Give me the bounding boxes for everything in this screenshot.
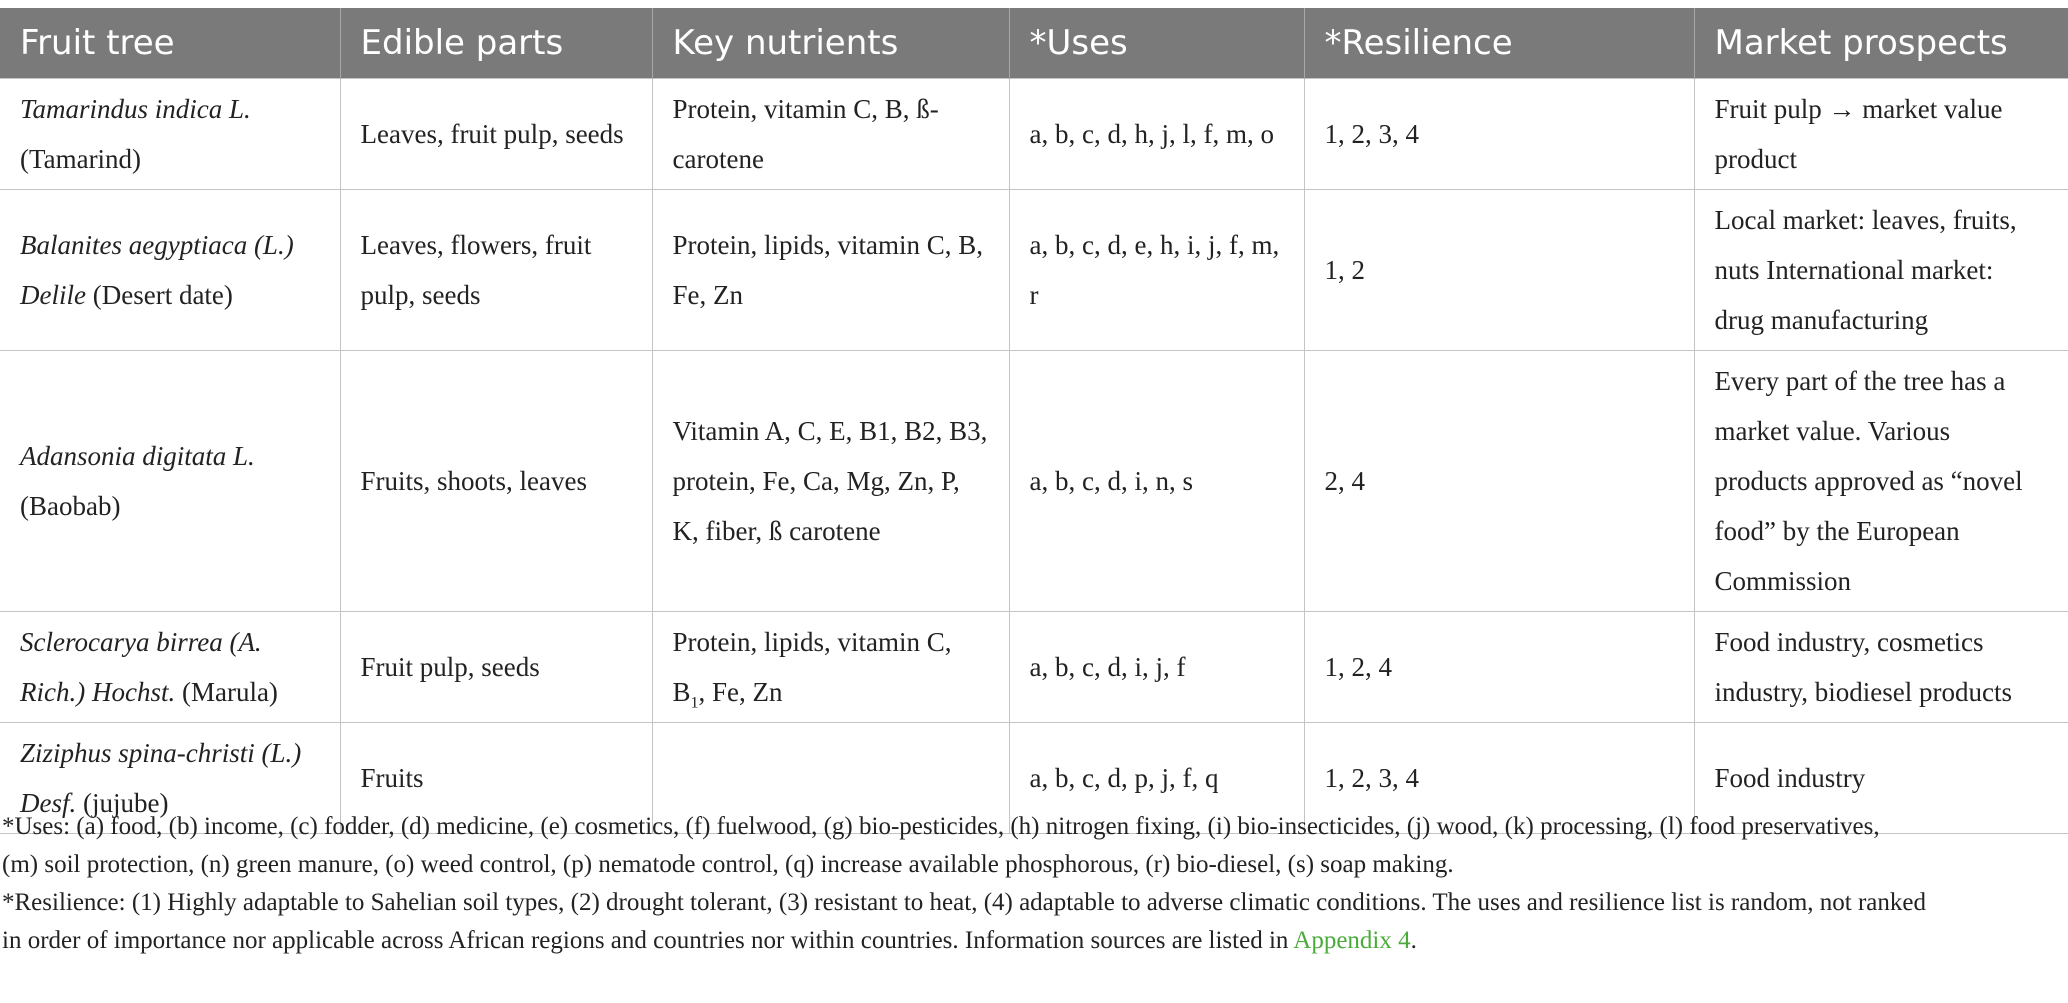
common-name: (Tamarind) bbox=[20, 143, 142, 174]
cell-key-nutrients: Protein, vitamin C, B, ß-carotene bbox=[652, 78, 1009, 189]
cell-fruit-tree bbox=[0, 189, 340, 350]
cell-market-prospects: Food industry bbox=[1694, 722, 2068, 833]
cell-uses: a, b, c, d, e, h, i, j, f, m, r bbox=[1009, 189, 1304, 350]
cell-resilience: 1, 2, 3, 4 bbox=[1304, 722, 1694, 833]
cell-key-nutrients: Protein, lipids, vitamin C, B, Fe, Zn bbox=[652, 189, 1009, 350]
header-fruit-tree: Fruit tree bbox=[0, 8, 340, 78]
footnote-period: . bbox=[1410, 927, 1417, 954]
cell-market-prospects: Every part of the tree has a market value. Various products approved as “novel food” by the European Commission bbox=[1694, 350, 2068, 611]
cell-edible-parts: Fruits, shoots, leaves bbox=[340, 350, 652, 611]
nutrients-text: Protein, lipids, vitamin C, B bbox=[672, 626, 952, 707]
species-name: Balanites aegyptiaca (L.) Delile bbox=[20, 229, 294, 310]
table-header-row bbox=[0, 8, 2068, 78]
common-name: (Baobab) bbox=[20, 490, 121, 521]
cell-fruit-tree bbox=[0, 350, 340, 611]
cell-resilience: 1, 2 bbox=[1304, 189, 1694, 350]
cell-resilience: 2, 4 bbox=[1304, 350, 1694, 611]
cell-edible-parts: Leaves, fruit pulp, seeds bbox=[340, 78, 652, 189]
cell-uses: a, b, c, d, i, j, f bbox=[1009, 611, 1304, 722]
species-name: Sclerocarya birrea (A. Rich.) Hochst. bbox=[20, 626, 262, 707]
table-row bbox=[0, 611, 2068, 722]
cell-fruit-tree bbox=[0, 78, 340, 189]
cell-resilience: 1, 2, 4 bbox=[1304, 611, 1694, 722]
species-name: Ziziphus spina-christi (L.) Desf. bbox=[20, 737, 302, 818]
nutrients-subscript: 1 bbox=[690, 693, 699, 711]
cell-key-nutrients bbox=[652, 611, 1009, 722]
header-edible-parts: Edible parts bbox=[340, 8, 652, 78]
common-name: (jujube) bbox=[83, 787, 169, 818]
table-footnotes bbox=[0, 808, 2068, 960]
common-name: (Desert date) bbox=[92, 279, 233, 310]
cell-edible-parts: Fruit pulp, seeds bbox=[340, 611, 652, 722]
appendix-link[interactable]: Appendix 4 bbox=[1293, 927, 1411, 954]
species-name: Tamarindus indica L. bbox=[20, 93, 251, 124]
header-resilience: *Resilience bbox=[1304, 8, 1694, 78]
footnote-text: in order of importance nor applicable across African regions and countries nor within countries. Information sources are listed in bbox=[2, 927, 1294, 954]
common-name: (Marula) bbox=[181, 676, 278, 707]
table-row bbox=[0, 350, 2068, 611]
cell-resilience: 1, 2, 3, 4 bbox=[1304, 78, 1694, 189]
fruit-tree-table bbox=[0, 8, 2068, 834]
footnote-uses-line-2: (m) soil protection, (n) green manure, (o) weed control, (p) nematode control, (q) increase available phosphorous, (r) bio-diesel, (s) soap making. bbox=[2, 851, 1454, 878]
cell-market-prospects: Local market: leaves, fruits, nuts International market: drug manufacturing bbox=[1694, 189, 2068, 350]
header-key-nutrients: Key nutrients bbox=[652, 8, 1009, 78]
table-row bbox=[0, 78, 2068, 189]
cell-edible-parts: Fruits bbox=[340, 722, 652, 833]
nutrients-text-rest: , Fe, Zn bbox=[698, 676, 783, 707]
table-row bbox=[0, 189, 2068, 350]
cell-uses: a, b, c, d, i, n, s bbox=[1009, 350, 1304, 611]
footnote-uses-line-1: *Uses: (a) food, (b) income, (c) fodder, (d) medicine, (e) cosmetics, (f) fuelwood, (g) bio-pesticides, (h) nitrogen fixing, (i) bio-insecticides, (j) wood, (k) processing, (l) food preservatives, bbox=[2, 813, 1880, 840]
cell-uses: a, b, c, d, p, j, f, q bbox=[1009, 722, 1304, 833]
species-name: Adansonia digitata L. bbox=[20, 440, 255, 471]
cell-market-prospects: Food industry, cosmetics industry, biodiesel products bbox=[1694, 611, 2068, 722]
cell-key-nutrients: Vitamin A, C, E, B1, B2, B3, protein, Fe, Ca, Mg, Zn, P, K, fiber, ß carotene bbox=[652, 350, 1009, 611]
header-market-prospects: Market prospects bbox=[1694, 8, 2068, 78]
header-uses: *Uses bbox=[1009, 8, 1304, 78]
cell-market-prospects: Fruit pulp → market value product bbox=[1694, 78, 2068, 189]
cell-edible-parts: Leaves, flowers, fruit pulp, seeds bbox=[340, 189, 652, 350]
cell-uses: a, b, c, d, h, j, l, f, m, o bbox=[1009, 78, 1304, 189]
footnote-resilience-line-2 bbox=[2, 922, 2068, 960]
footnote-resilience-line-1: *Resilience: (1) Highly adaptable to Sahelian soil types, (2) drought tolerant, (3) resistant to heat, (4) adaptable to adverse climatic conditions. The uses and resilience list is random, not ranked bbox=[2, 889, 1926, 916]
cell-fruit-tree bbox=[0, 611, 340, 722]
